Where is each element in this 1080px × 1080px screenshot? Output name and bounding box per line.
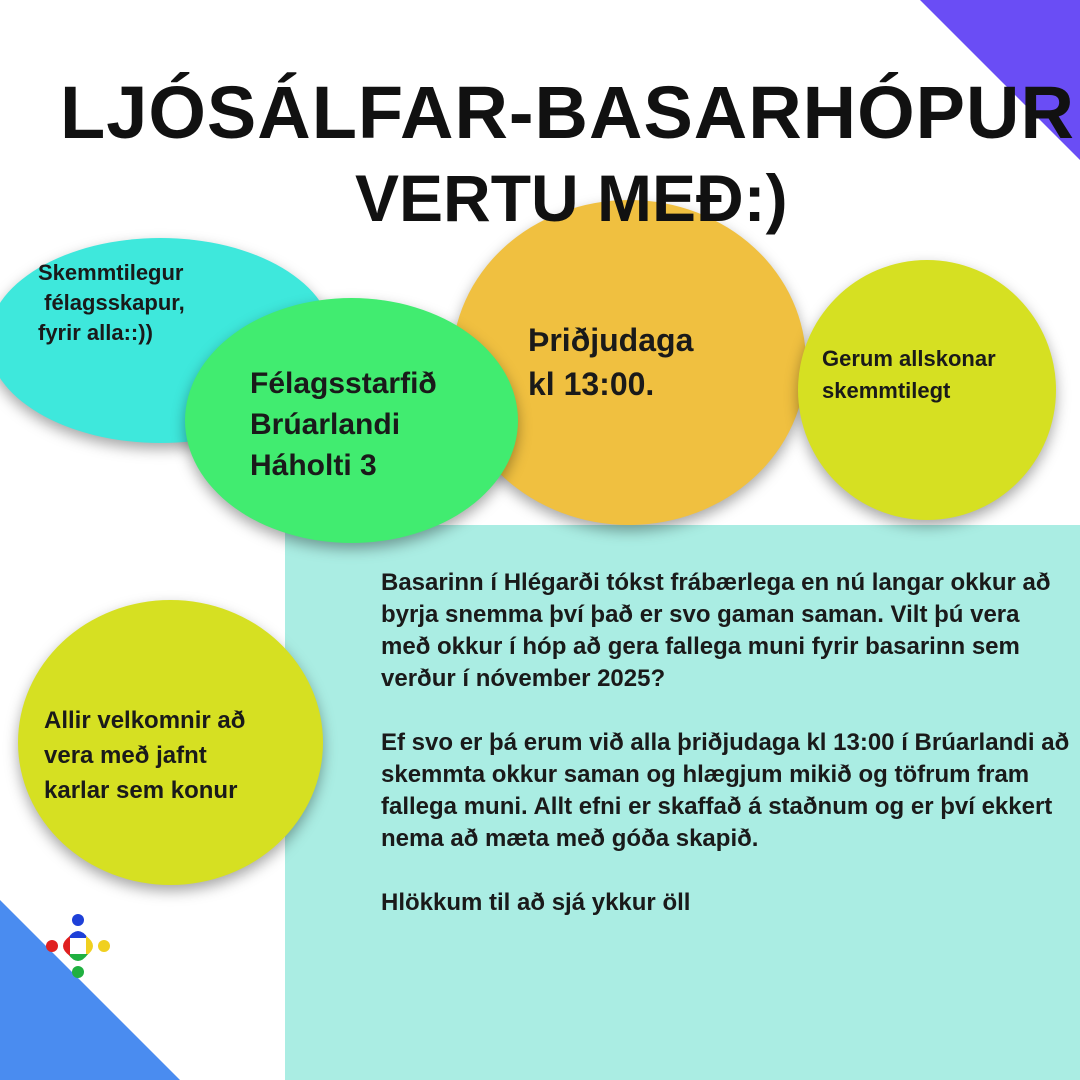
paragraph-details: Ef svo er þá erum við alla þriðjudaga kl 13:00 í Brúarlandi að skemmta okkur saman og hlægjum mikið og töfrum fram fallega muni. Allt efni er skaffað á staðnum og er því ekkert nema að mæta með góða skapið. bbox=[381, 729, 1070, 852]
bubble-orange-text bbox=[528, 318, 768, 406]
bubble-cyan-line: félagsskapur, bbox=[38, 290, 185, 315]
bubble-cyan-line: Skemmtilegur bbox=[38, 260, 184, 285]
bubble-green-text bbox=[250, 363, 515, 486]
community-circle-logo-icon bbox=[40, 908, 116, 984]
page-title: LJÓSÁLFAR-BASARHÓPUR bbox=[60, 71, 1075, 154]
bubble-green-line: Brúarlandi bbox=[250, 408, 401, 441]
bubble-yellow-left-line: vera með jafnt bbox=[44, 742, 207, 769]
page-subtitle: VERTU MEÐ:) bbox=[355, 161, 788, 235]
bubble-yellow-text bbox=[822, 343, 1052, 407]
bubble-yellow-left-text bbox=[44, 703, 324, 808]
bubble-cyan-line: fyrir alla::)) bbox=[38, 320, 153, 345]
bubble-yellow-line: Gerum allskonar bbox=[822, 346, 996, 371]
paragraph-closing: Hlökkum til að sjá ykkur öll bbox=[381, 889, 691, 916]
bubble-orange-line: kl 13:00. bbox=[528, 366, 655, 402]
paragraph-intro: Basarinn í Hlégarði tókst frábærlega en nú langar okkur að byrja snemma því það er svo gaman saman. Vilt þú vera með okkur í hóp að gera fallega muni fyrir basarinn sem verður í nóvember 2025? bbox=[381, 569, 1051, 692]
bubble-green-line: Háholti 3 bbox=[250, 449, 377, 482]
bubble-green-line: Félagsstarfið bbox=[250, 367, 437, 400]
info-panel-text bbox=[381, 567, 1071, 919]
bubble-orange-line: Þriðjudaga bbox=[528, 322, 694, 358]
bubble-cyan-text bbox=[38, 258, 288, 348]
bubble-yellow-left-line: Allir velkomnir að bbox=[44, 707, 246, 734]
bubble-yellow-line: skemmtilegt bbox=[822, 378, 951, 403]
bubble-yellow-left-line: karlar sem konur bbox=[44, 777, 238, 804]
